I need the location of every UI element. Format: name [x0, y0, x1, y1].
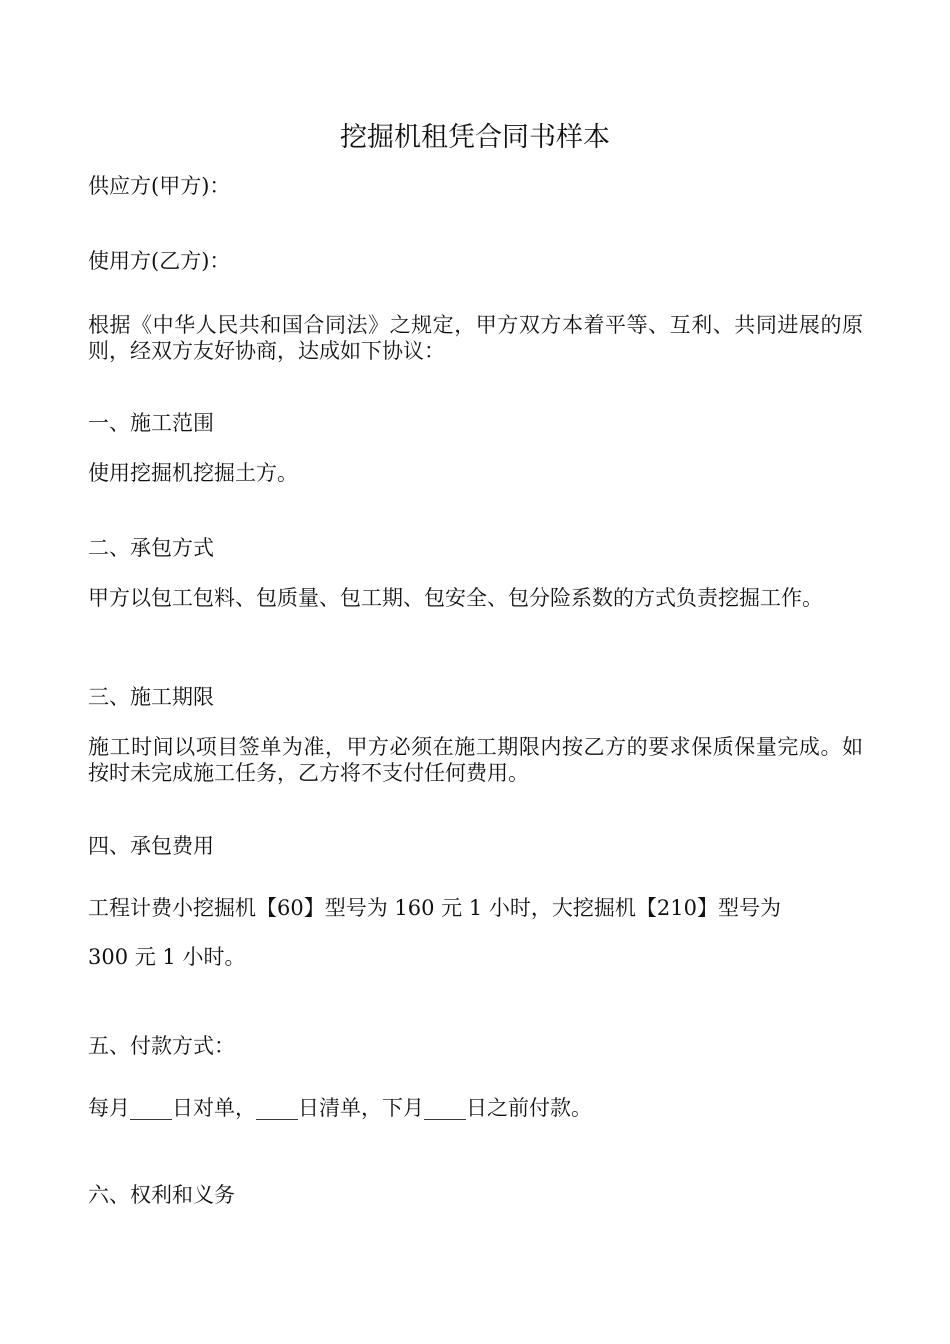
section-3-body: 施工时间以项目签单为准，甲方必须在施工期限内按乙方的要求保质保量完成。如按时未完成施工任务，乙方将不支付任何费用。 [88, 735, 863, 785]
section-1-body: 使用挖掘机挖掘土方。 [88, 461, 298, 485]
section-4-body-line-2: 300 元 1 小时。 [88, 945, 246, 969]
user-party-label: 使用方(乙方)： [88, 249, 231, 273]
section-4-body-line-1: 工程计费小挖掘机【60】型号为 160 元 1 小时，大挖掘机【210】型号为 [88, 896, 781, 920]
section-5-body: 每月____日对单，____日清单，下月____日之前付款。 [88, 1096, 592, 1120]
section-1-heading: 一、施工范围 [88, 411, 214, 435]
section-2-heading: 二、承包方式 [88, 536, 214, 560]
section-4-heading: 四、承包费用 [88, 834, 214, 858]
section-2-body: 甲方以包工包料、包质量、包工期、包安全、包分险系数的方式负责挖掘工作。 [88, 586, 823, 610]
document-title: 挖掘机租凭合同书样本 [340, 122, 610, 153]
supplier-party-label: 供应方(甲方)： [88, 174, 231, 198]
section-6-heading: 六、权利和义务 [88, 1183, 235, 1207]
section-3-heading: 三、施工期限 [88, 685, 214, 709]
intro-paragraph: 根据《中华人民共和国合同法》之规定，甲方双方本着平等、互利、共同进展的原则，经双方友好协商，达成如下协议： [88, 313, 863, 363]
section-5-heading: 五、付款方式： [88, 1034, 235, 1058]
